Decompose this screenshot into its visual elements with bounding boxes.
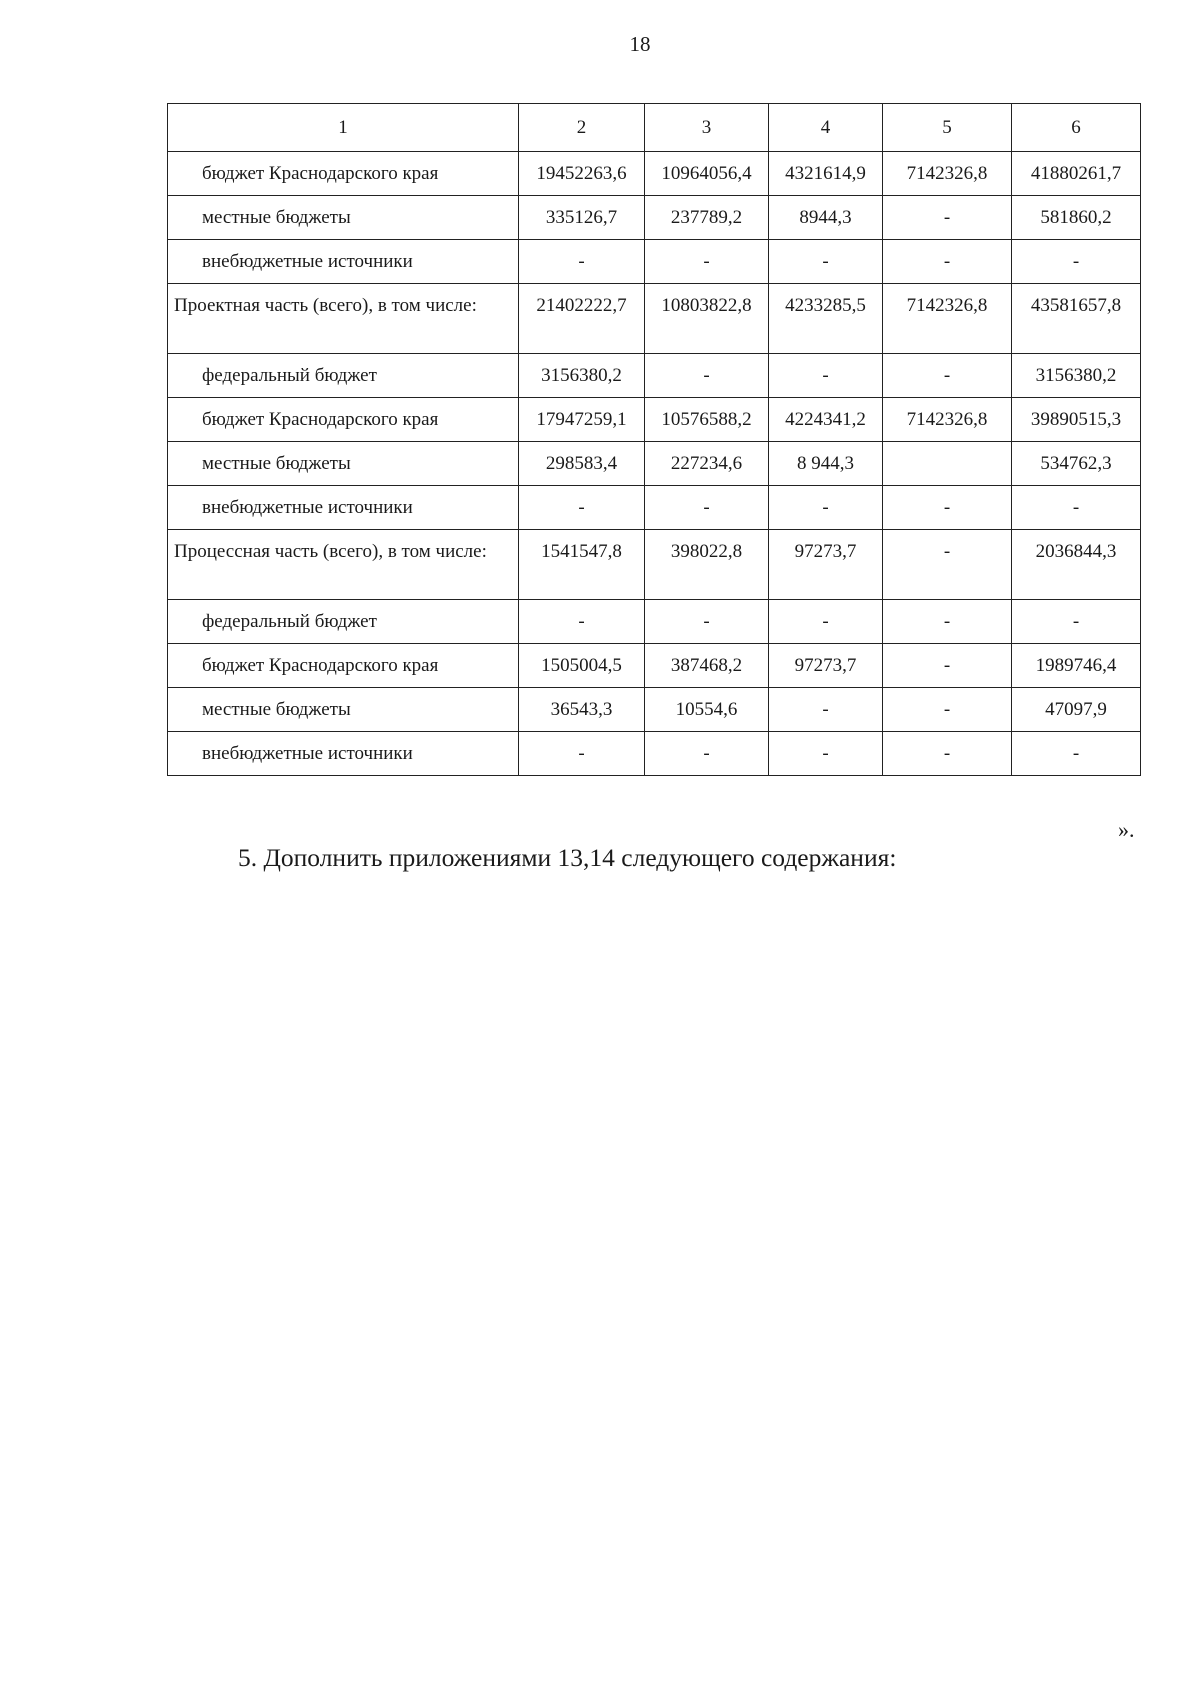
table-cell: 97273,7 bbox=[769, 530, 883, 600]
table-cell: 10964056,4 bbox=[645, 152, 769, 196]
row-label: внебюджетные источники bbox=[168, 732, 519, 776]
table-cell: 43581657,8 bbox=[1012, 284, 1141, 354]
row-label: бюджет Краснодарского края bbox=[168, 152, 519, 196]
page-number: 18 bbox=[629, 32, 651, 56]
row-label: внебюджетные источники bbox=[168, 240, 519, 284]
table-cell: - bbox=[645, 486, 769, 530]
row-label: федеральный бюджет bbox=[168, 354, 519, 398]
table-row bbox=[168, 600, 1141, 644]
table-cell: 7142326,8 bbox=[883, 284, 1012, 354]
table-cell: 298583,4 bbox=[519, 442, 645, 486]
table-cell: 1989746,4 bbox=[1012, 644, 1141, 688]
table-cell: - bbox=[883, 600, 1012, 644]
table-row bbox=[168, 486, 1141, 530]
table-cell: - bbox=[769, 486, 883, 530]
table-cell: 19452263,6 bbox=[519, 152, 645, 196]
table-cell: 4233285,5 bbox=[769, 284, 883, 354]
table-cell: - bbox=[1012, 732, 1141, 776]
table-cell: - bbox=[645, 354, 769, 398]
table-cell: 534762,3 bbox=[1012, 442, 1141, 486]
table-cell: - bbox=[883, 486, 1012, 530]
row-label: внебюджетные источники bbox=[168, 486, 519, 530]
table-cell: 7142326,8 bbox=[883, 152, 1012, 196]
table-cell: 17947259,1 bbox=[519, 398, 645, 442]
table-row bbox=[168, 284, 1141, 354]
table-cell: 8944,3 bbox=[769, 196, 883, 240]
table-cell: - bbox=[883, 196, 1012, 240]
table-cell: - bbox=[769, 240, 883, 284]
table-cell: 1541547,8 bbox=[519, 530, 645, 600]
table-cell: - bbox=[883, 644, 1012, 688]
table-cell: 387468,2 bbox=[645, 644, 769, 688]
row-label: бюджет Краснодарского края bbox=[168, 398, 519, 442]
table-cell: 39890515,3 bbox=[1012, 398, 1141, 442]
table-cell bbox=[883, 442, 1012, 486]
table-cell: 335126,7 bbox=[519, 196, 645, 240]
table-cell: - bbox=[883, 354, 1012, 398]
table-row bbox=[168, 354, 1141, 398]
row-label: местные бюджеты bbox=[168, 442, 519, 486]
column-header: 1 bbox=[168, 104, 519, 152]
closing-quote: ». bbox=[1118, 817, 1135, 842]
row-label: Проектная часть (всего), в том числе: bbox=[168, 284, 519, 354]
table-cell: 41880261,7 bbox=[1012, 152, 1141, 196]
column-header: 2 bbox=[519, 104, 645, 152]
table-cell: - bbox=[1012, 240, 1141, 284]
table-cell: - bbox=[519, 600, 645, 644]
table-row bbox=[168, 196, 1141, 240]
table-cell: - bbox=[769, 688, 883, 732]
table-cell: - bbox=[645, 240, 769, 284]
table-cell: 398022,8 bbox=[645, 530, 769, 600]
table-cell: 3156380,2 bbox=[519, 354, 645, 398]
table-cell: 3156380,2 bbox=[1012, 354, 1141, 398]
table-cell: 47097,9 bbox=[1012, 688, 1141, 732]
table-cell: - bbox=[1012, 600, 1141, 644]
row-label: бюджет Краснодарского края bbox=[168, 644, 519, 688]
table-cell: 4224341,2 bbox=[769, 398, 883, 442]
table-cell: 36543,3 bbox=[519, 688, 645, 732]
column-header: 5 bbox=[883, 104, 1012, 152]
table-cell: 97273,7 bbox=[769, 644, 883, 688]
row-label: местные бюджеты bbox=[168, 196, 519, 240]
budget-table bbox=[167, 103, 1141, 776]
table-row bbox=[168, 240, 1141, 284]
table-cell: 7142326,8 bbox=[883, 398, 1012, 442]
table-cell: - bbox=[645, 600, 769, 644]
table-cell: 581860,2 bbox=[1012, 196, 1141, 240]
table-cell: 10554,6 bbox=[645, 688, 769, 732]
table-header-row bbox=[168, 104, 1141, 152]
table-cell: 2036844,3 bbox=[1012, 530, 1141, 600]
table-cell: - bbox=[883, 732, 1012, 776]
table-row bbox=[168, 530, 1141, 600]
column-header: 3 bbox=[645, 104, 769, 152]
table-cell: 1505004,5 bbox=[519, 644, 645, 688]
table-cell: - bbox=[645, 732, 769, 776]
table-cell: - bbox=[883, 530, 1012, 600]
table-row bbox=[168, 442, 1141, 486]
table-cell: 4321614,9 bbox=[769, 152, 883, 196]
table-cell: 8 944,3 bbox=[769, 442, 883, 486]
table-row bbox=[168, 398, 1141, 442]
table-row bbox=[168, 688, 1141, 732]
table-cell: - bbox=[1012, 486, 1141, 530]
table-cell: - bbox=[519, 486, 645, 530]
row-label: Процессная часть (всего), в том числе: bbox=[168, 530, 519, 600]
table-cell: - bbox=[519, 732, 645, 776]
table-cell: 10576588,2 bbox=[645, 398, 769, 442]
table-cell: - bbox=[519, 240, 645, 284]
table-row bbox=[168, 644, 1141, 688]
table-cell: 21402222,7 bbox=[519, 284, 645, 354]
column-header: 4 bbox=[769, 104, 883, 152]
amendment-item-text: 5. Дополнить приложениями 13,14 следующего содержания: bbox=[238, 843, 897, 872]
budget-table-body bbox=[168, 104, 1141, 776]
table-row bbox=[168, 152, 1141, 196]
table-cell: - bbox=[883, 688, 1012, 732]
table-cell: 10803822,8 bbox=[645, 284, 769, 354]
row-label: федеральный бюджет bbox=[168, 600, 519, 644]
row-label: местные бюджеты bbox=[168, 688, 519, 732]
table-cell: 227234,6 bbox=[645, 442, 769, 486]
table-cell: - bbox=[769, 354, 883, 398]
table-cell: 237789,2 bbox=[645, 196, 769, 240]
table-cell: - bbox=[769, 732, 883, 776]
table-cell: - bbox=[769, 600, 883, 644]
table-row bbox=[168, 732, 1141, 776]
column-header: 6 bbox=[1012, 104, 1141, 152]
table-cell: - bbox=[883, 240, 1012, 284]
